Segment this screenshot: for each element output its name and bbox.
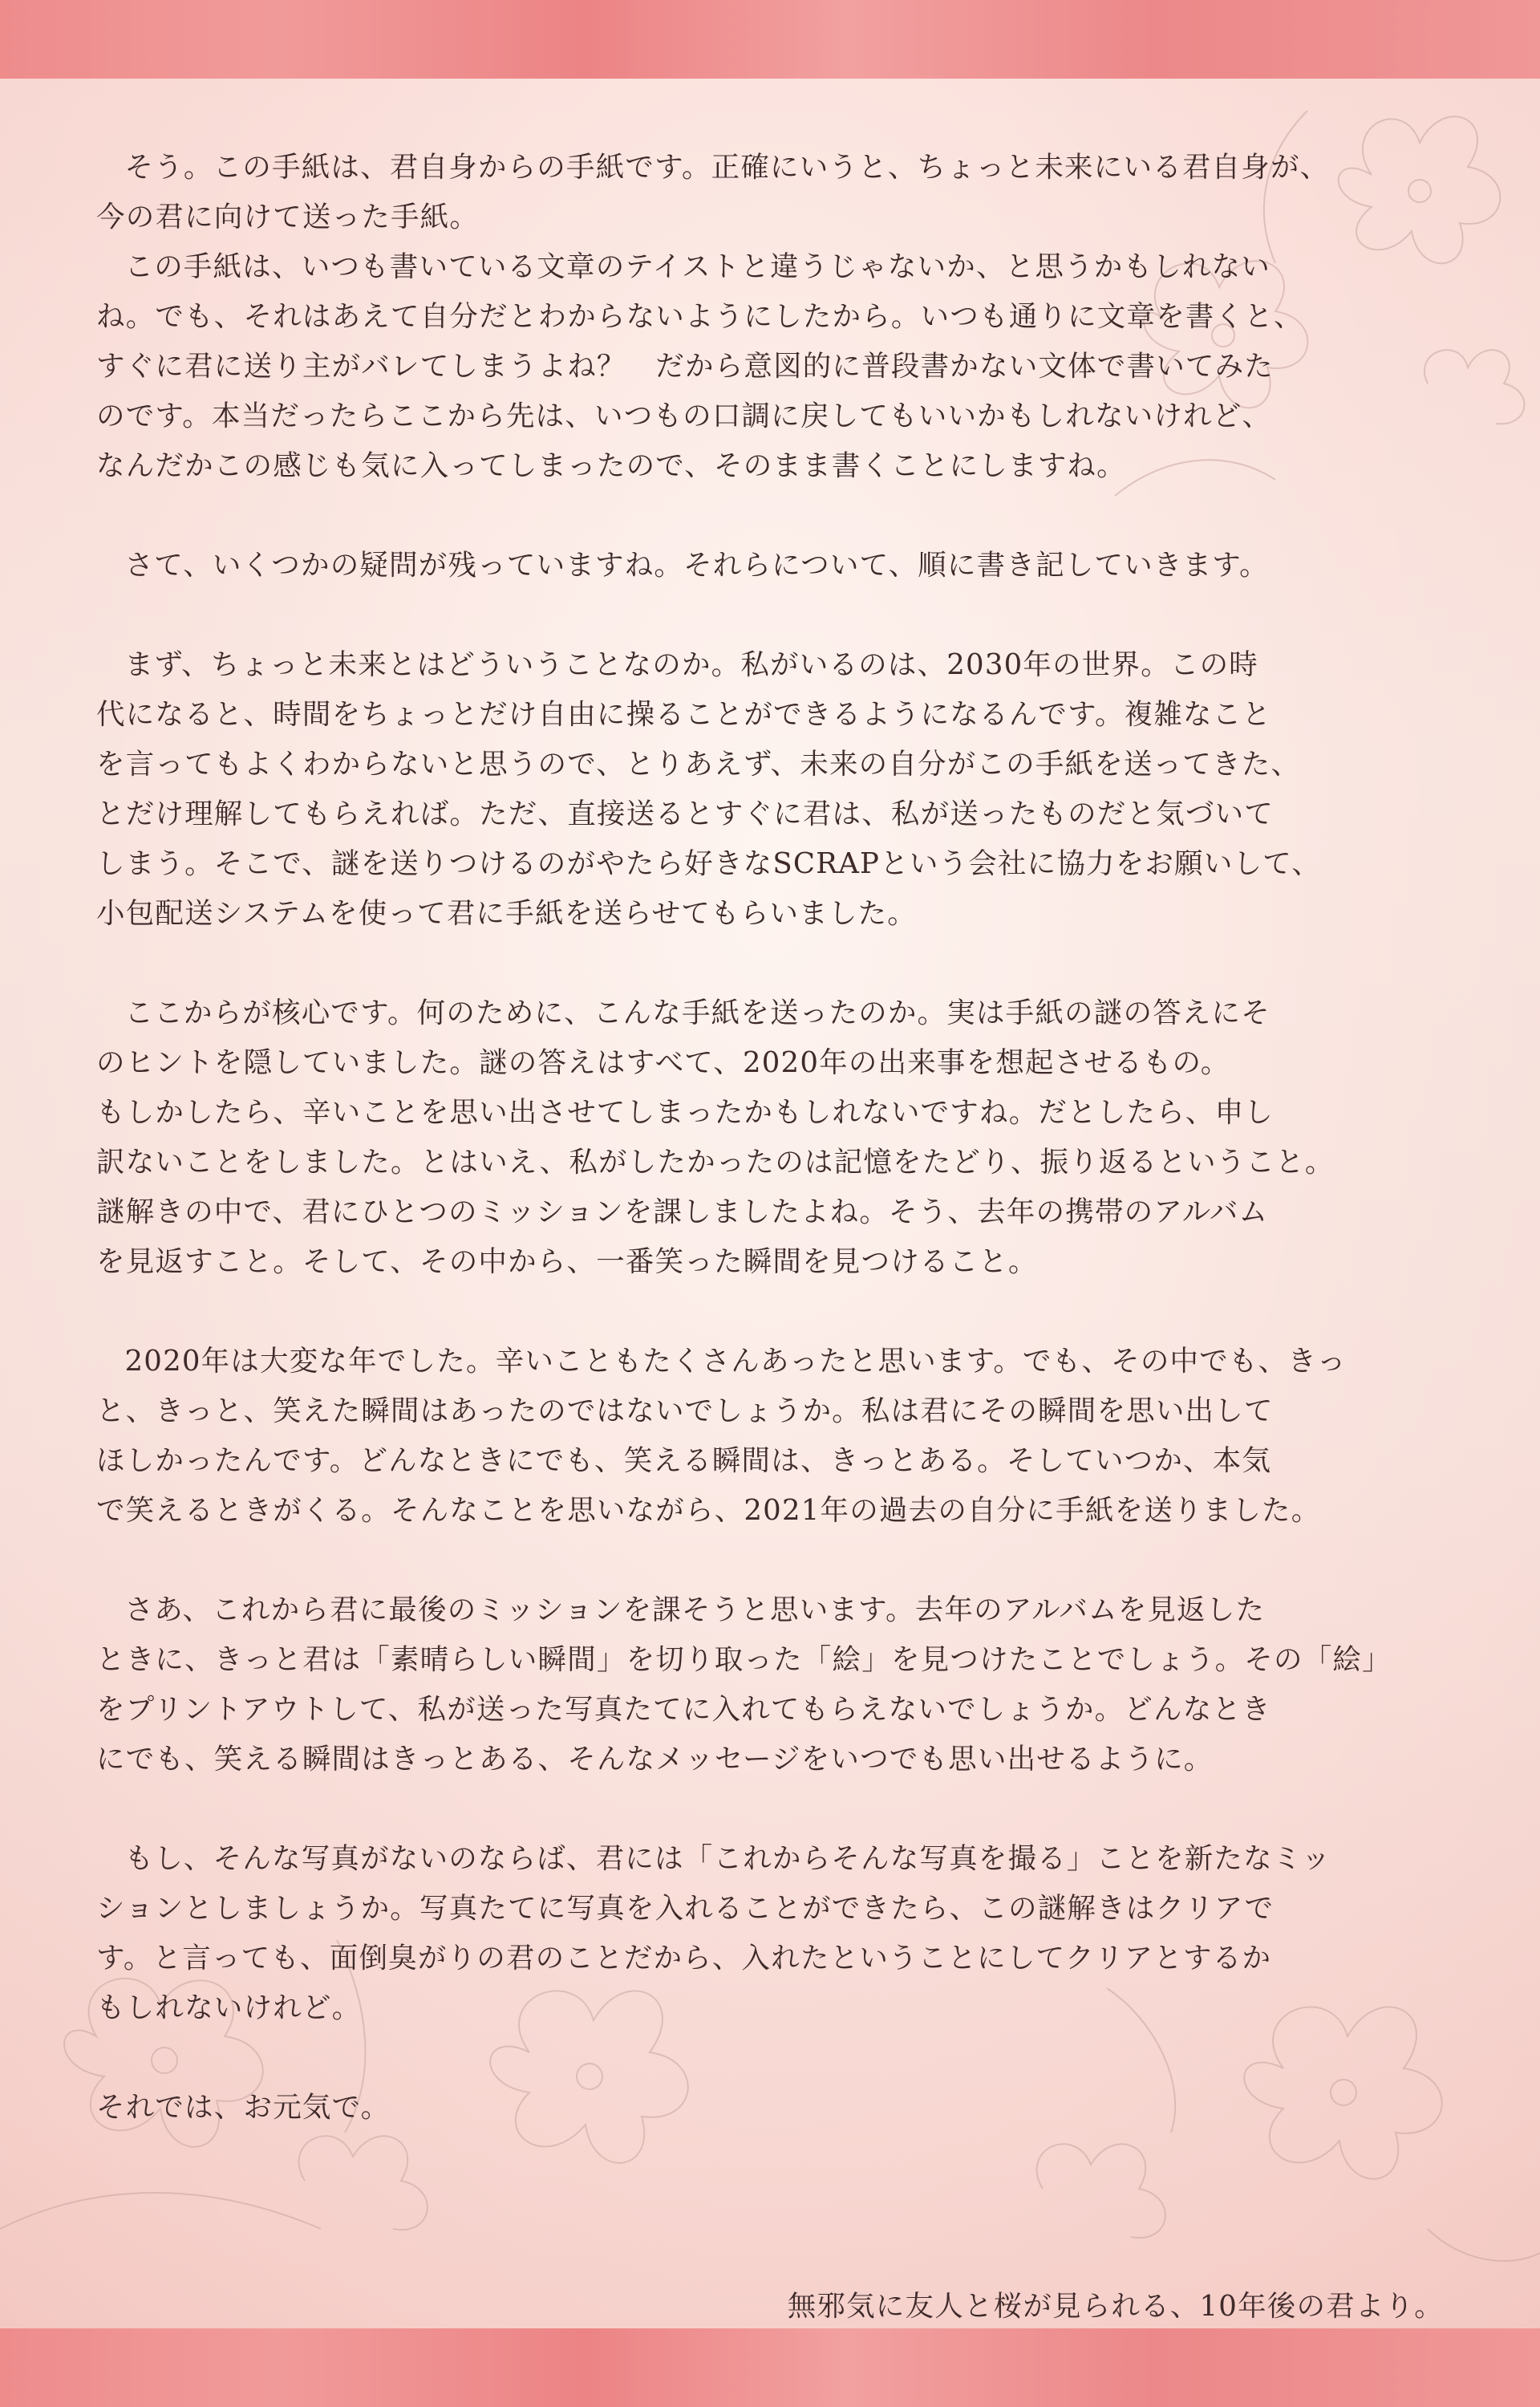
letter-line: とだけ理解してもらえれば。ただ、直接送るとすぐに君は、私が送ったものだと気づいて	[96, 798, 1275, 830]
letter-line: ほしかったんです。どんなときにでも、笑える瞬間は、きっとある。そしていつか、本気	[96, 1444, 1272, 1477]
letter-line: なんだかこの感じも気に入ってしまったので、そのまま書くことにしますね。	[96, 449, 1126, 482]
letter-line: 代になると、時間をちょっとだけ自由に操ることができるようになるんです。複雑なこと	[96, 698, 1272, 731]
letter-line: のヒントを隠していました。謎の答えはすべて、2020年の出来事を想起させるもの。	[96, 1046, 1230, 1079]
letter-line: そう。この手紙は、君自身からの手紙です。正確にいうと、ちょっと未来にいる君自身が、	[124, 151, 1330, 184]
letter-paragraph-7	[96, 1834, 1444, 2033]
letter-paragraph-5	[96, 1337, 1444, 1536]
letter-line: のです。本当だったらここから先は、いつもの口調に戻してもいいかもしれないけれど、	[96, 400, 1272, 432]
letter-line: と、きっと、笑えた瞬間はあったのではないでしょうか。私は君にその瞬間を思い出して	[96, 1394, 1274, 1427]
letter-paragraph-1	[96, 143, 1444, 491]
letter-line: もしかしたら、辛いことを思い出させてしまったかもしれないですね。だとしたら、申し	[96, 1096, 1275, 1129]
letter-line: す。と言っても、面倒臭がりの君のことだから、入れたということにしてクリアとするか	[96, 1942, 1272, 1975]
letter-signature: 無邪気に友人と桜が見られる、10年後の君より。	[690, 2283, 1444, 2334]
letter-line: もしれないけれど。	[96, 1991, 362, 2024]
letter-line: ときに、きっと君は「素晴らしい瞬間」を切り取った「絵」を見つけたことでしょう。その「絵」	[96, 1643, 1392, 1676]
bottom-pink-band	[0, 2328, 1540, 2407]
letter-line: 謎解きの中で、君にひとつのミッションを課しましたよね。そう、去年の携帯のアルバム	[96, 1195, 1269, 1228]
letter-line: ションとしましょうか。写真たてに写真を入れることができたら、この謎解きはクリアで	[96, 1892, 1275, 1925]
letter-body	[96, 143, 1444, 2165]
letter-paragraph-4	[96, 988, 1444, 1287]
letter-line: さて、いくつかの疑問が残っていますね。それらについて、順に書き記していきます。	[124, 549, 1269, 582]
letter-line: この手紙は、いつも書いている文章のテイストと違うじゃないか、と思うかもしれない	[124, 250, 1270, 283]
letter-line: ここからが核心です。何のために、こんな手紙を送ったのか。実は手紙の謎の答えにそ	[124, 996, 1270, 1029]
letter-closing: それでは、お元気で。	[96, 2091, 391, 2124]
letter-line: まず、ちょっと未来とはどういうことなのか。私がいるのは、2030年の世界。この時	[124, 648, 1259, 681]
letter-paragraph-2	[96, 541, 1444, 591]
letter-paper-background	[0, 79, 1540, 2328]
letter-line: で笑えるときがくる。そんなことを思いながら、2021年の過去の自分に手紙を送りました。	[96, 1494, 1321, 1527]
letter-line: 今の君に向けて送った手紙。	[96, 201, 480, 233]
top-pink-band	[0, 0, 1540, 79]
letter-line: 2020年は大変な年でした。辛いこともたくさんあったと思います。でも、その中でも、きっ	[124, 1345, 1347, 1378]
letter-line: しまう。そこで、謎を送りつけるのがやたら好きなSCRAPという会社に協力をお願いして、	[96, 847, 1321, 880]
letter-paragraph-6	[96, 1585, 1444, 1784]
letter-line: 訳ないことをしました。とはいえ、私がしたかったのは記憶をたどり、振り返るということ。	[96, 1146, 1335, 1179]
letter-line: を言ってもよくわからないと思うので、とりあえず、未来の自分がこの手紙を送ってきた、	[96, 748, 1301, 781]
letter-line: をプリントアウトして、私が送った写真たてに入れてもらえないでしょうか。どんなとき	[96, 1693, 1271, 1726]
letter-line: ね。でも、それはあえて自分だとわからないようにしたから。いつも通りに文章を書くと、	[96, 300, 1303, 333]
letter-line: を見返すこと。そして、その中から、一番笑った瞬間を見つけること。	[96, 1245, 1038, 1278]
letter-line: 小包配送システムを使って君に手紙を送らせてもらいました。	[96, 897, 917, 930]
letter-line: すぐに君に送り主がバレてしまうよね？ だから意図的に普段書かない文体で書いてみた	[96, 350, 1275, 383]
letter-line: さあ、これから君に最後のミッションを課そうと思います。去年のアルバムを見返した	[124, 1593, 1266, 1626]
letter-paragraph-3	[96, 640, 1444, 939]
letter-line: にでも、笑える瞬間はきっとある、そんなメッセージをいつでも思い出せるように。	[96, 1743, 1214, 1776]
letter-line: もし、そんな写真がないのならば、君には「これからそんな写真を撮る」ことを新たなミッ	[124, 1842, 1331, 1875]
